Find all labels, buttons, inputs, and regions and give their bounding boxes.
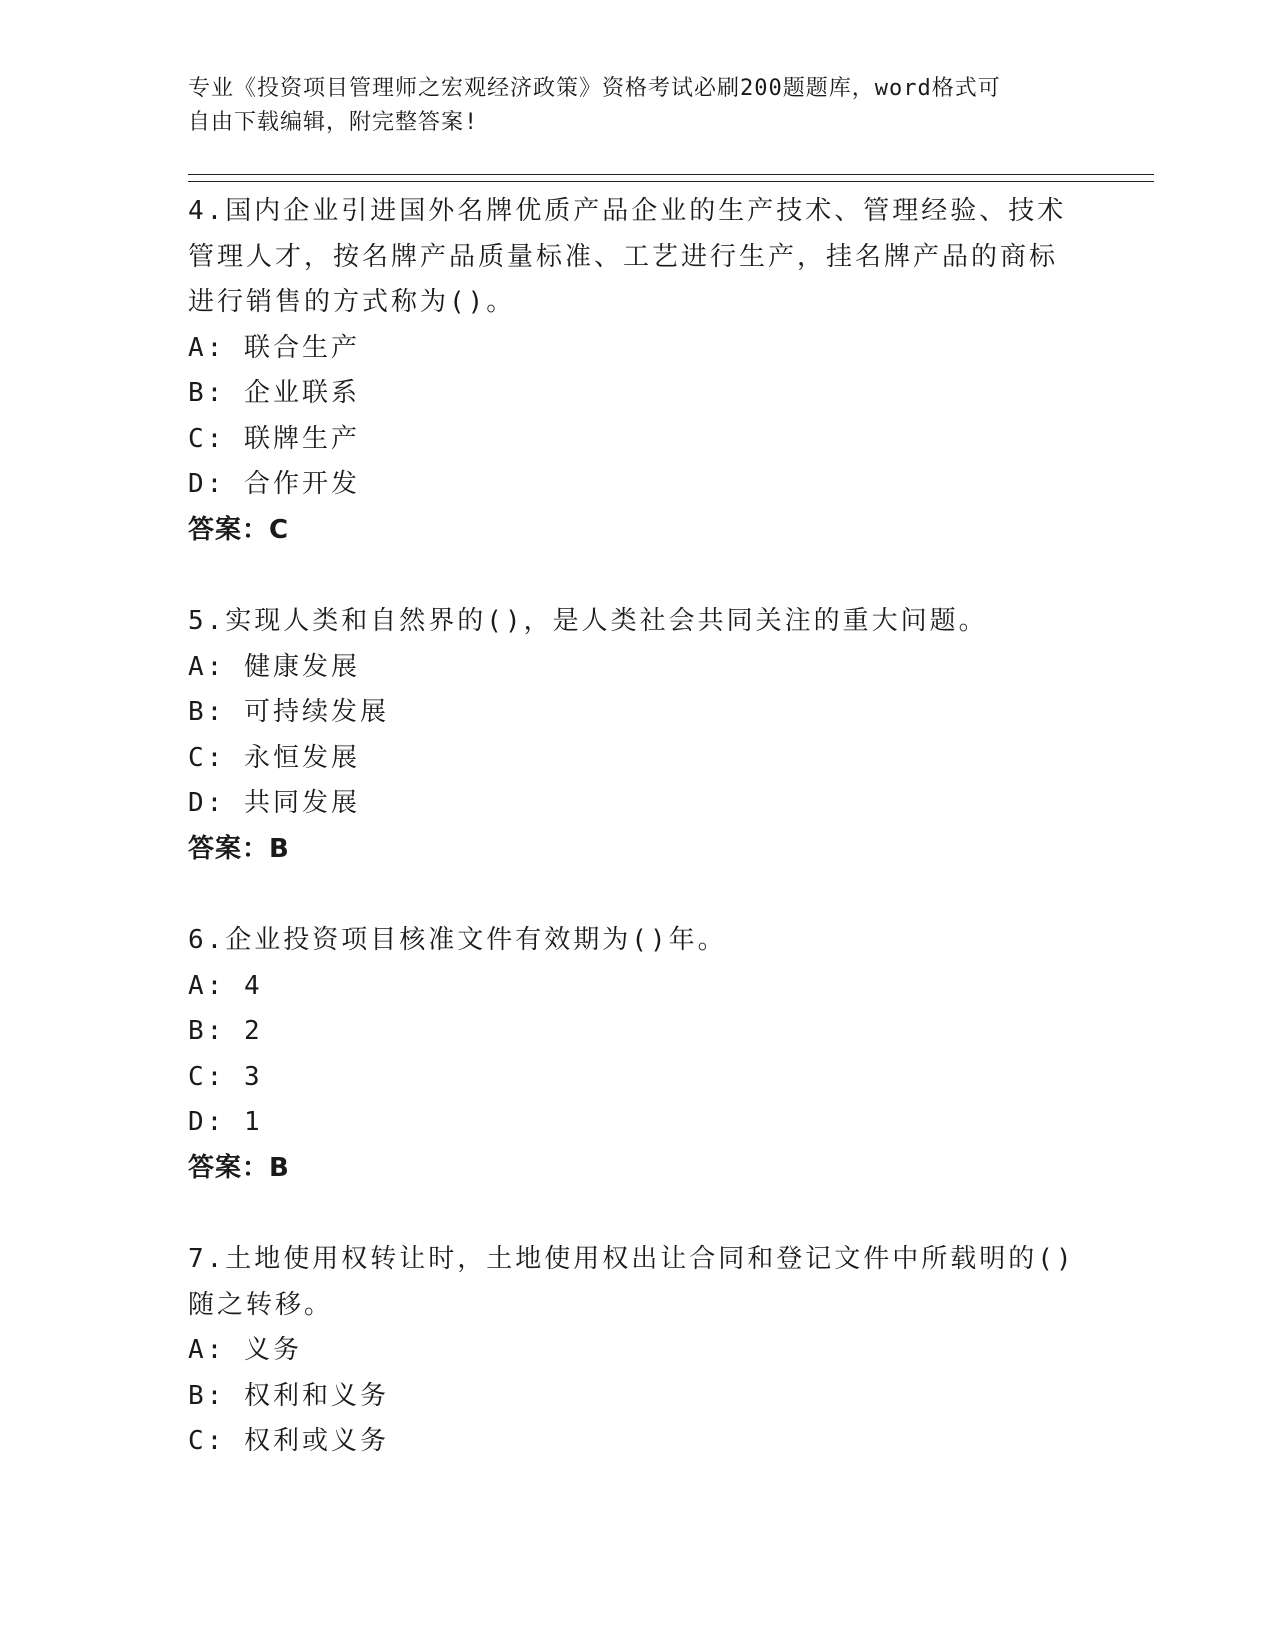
question-line: 管理人才，按名牌产品质量标准、工艺进行生产，挂名牌产品的商标: [188, 241, 1059, 272]
option-b: B: 2: [188, 1016, 263, 1046]
option-c: C: 永恒发展: [188, 742, 360, 773]
option-c: C: 联牌生产: [188, 423, 360, 454]
option-b: B: 企业联系: [188, 378, 360, 408]
question-list: [188, 189, 1088, 1465]
question-line: 进行销售的方式称为()。: [188, 287, 516, 317]
question-item: [188, 918, 1088, 1191]
header-divider-top: [188, 174, 1154, 175]
document-header: [188, 72, 1068, 140]
option-c: C: 3: [188, 1061, 263, 1092]
question-item: [188, 189, 1088, 553]
option-b: B: 可持续发展: [188, 697, 389, 727]
spacer: [188, 1191, 1088, 1237]
question-item: [188, 599, 1088, 872]
question-item: [188, 1237, 1088, 1465]
option-a: A: 联合生产: [188, 332, 360, 363]
option-a: A: 4: [188, 970, 263, 1001]
spacer: [188, 553, 1088, 599]
spacer: [188, 872, 1088, 918]
question-line: 6.企业投资项目核准文件有效期为()年。: [188, 925, 727, 955]
header-divider-bottom: [188, 181, 1154, 182]
option-d: D: 合作开发: [188, 469, 360, 499]
option-d: D: 1: [188, 1107, 263, 1137]
answer-label: 答案：C: [188, 514, 290, 545]
question-line: 5.实现人类和自然界的()，是人类社会共同关注的重大问题。: [188, 606, 988, 636]
answer-label: 答案：B: [188, 833, 290, 864]
question-line: 7.土地使用权转让时，土地使用权出让合同和登记文件中所载明的(): [188, 1244, 1075, 1274]
option-a: A: 健康发展: [188, 651, 360, 682]
option-a: A: 义务: [188, 1335, 302, 1365]
answer-label: 答案：B: [188, 1152, 290, 1183]
question-line: 4.国内企业引进国外名牌优质产品企业的生产技术、管理经验、技术: [188, 196, 1067, 226]
option-b: B: 权利和义务: [188, 1380, 389, 1411]
question-line: 随之转移。: [188, 1289, 334, 1320]
option-d: D: 共同发展: [188, 788, 360, 818]
header-line-1: 专业《投资项目管理师之宏观经济政策》资格考试必刷200题题库，word格式可: [188, 76, 1001, 101]
option-c: C: 权利或义务: [188, 1426, 389, 1456]
header-line-2: 自由下载编辑，附完整答案!: [188, 110, 479, 135]
